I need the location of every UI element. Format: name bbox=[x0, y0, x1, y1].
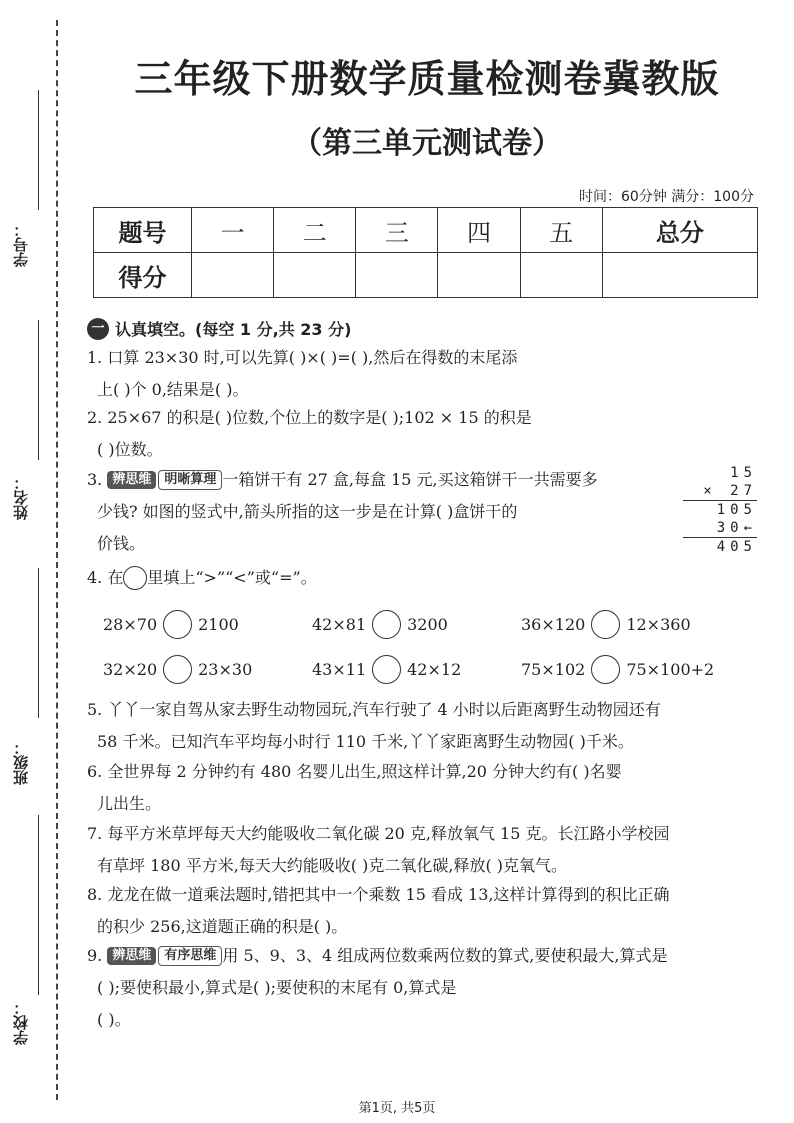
calc-row-arrow bbox=[683, 519, 757, 538]
question-line: 8. 龙龙在做一道乘法题时,错把其中一个乘数 15 看成 13,这样计算得到的积比正确 bbox=[87, 885, 670, 904]
compare-left: 36×120 bbox=[521, 615, 586, 634]
question-text: 一箱饼干有 27 盒,每盒 15 元,买这箱饼干一共需要多 bbox=[222, 470, 598, 489]
question-7 bbox=[87, 818, 757, 882]
skill-tag: 有序思维 bbox=[158, 946, 222, 966]
question-line: 2. 25×67 的积是( )位数,个位上的数字是( );102 × 15 的积是 bbox=[87, 408, 532, 427]
score-cell[interactable] bbox=[356, 253, 438, 298]
question-2 bbox=[87, 402, 757, 466]
compare-item bbox=[103, 610, 239, 639]
score-header-cell: 五 bbox=[520, 208, 602, 253]
question-3 bbox=[87, 464, 682, 560]
question-text: 4. 在 bbox=[87, 568, 124, 587]
question-line: 儿出生。 bbox=[97, 794, 162, 813]
compare-left: 32×20 bbox=[103, 660, 158, 679]
thinking-tag: 辨思维 bbox=[107, 947, 156, 965]
question-line: 上( )个 0,结果是( )。 bbox=[97, 380, 249, 399]
school-line bbox=[38, 815, 39, 995]
question-line: 少钱? 如图的竖式中,箭头所指的这一步是在计算( )盒饼干的 bbox=[97, 502, 518, 521]
compare-left: 75×102 bbox=[521, 660, 586, 679]
question-line: 有草坪 180 平方米,每天大约能吸收( )克二氧化碳,释放( )克氧气。 bbox=[97, 856, 568, 875]
question-number: 9. bbox=[87, 946, 103, 965]
thinking-tag: 辨思维 bbox=[107, 471, 156, 489]
question-line: ( )。 bbox=[97, 1010, 131, 1029]
score-row-label: 得分 bbox=[94, 253, 192, 298]
question-line: 1. 口算 23×30 时,可以先算( )×( )=( ),然后在得数的末尾添 bbox=[87, 348, 518, 367]
exam-info: 时间：60分钟 满分：100分 bbox=[579, 189, 754, 205]
calc-row: 15 bbox=[730, 465, 757, 481]
compare-right: 75×100+2 bbox=[626, 660, 715, 679]
question-text: 里填上“>”“<”或“=”。 bbox=[147, 568, 317, 587]
question-4 bbox=[87, 562, 757, 594]
question-6 bbox=[87, 756, 757, 820]
section-title: 认真填空。(每空 1 分,共 23 分) bbox=[115, 320, 352, 339]
answer-circle[interactable] bbox=[163, 655, 192, 684]
page-footer: 第1页, 共5页 bbox=[358, 1101, 436, 1116]
calc-row: 405 bbox=[716, 539, 757, 555]
score-table-header-row bbox=[94, 208, 758, 253]
score-cell[interactable] bbox=[274, 253, 356, 298]
compare-right: 23×30 bbox=[198, 660, 253, 679]
answer-circle[interactable] bbox=[163, 610, 192, 639]
score-table-score-row bbox=[94, 253, 758, 298]
class-label: 班级： bbox=[12, 740, 30, 785]
question-line: 价钱。 bbox=[97, 534, 146, 553]
page-subtitle: （第三单元测试卷） bbox=[292, 126, 562, 161]
question-line: ( )位数。 bbox=[97, 440, 163, 459]
question-text: 用 5、9、3、4 组成两位数乘两位数的算式,要使积最大,算式是 bbox=[222, 946, 668, 965]
compare-right: 12×360 bbox=[626, 615, 691, 634]
question-line: 6. 全世界每 2 分钟约有 480 名婴儿出生,照这样计算,20 分钟大约有( )名婴 bbox=[87, 762, 622, 781]
question-line: 7. 每平方米草坪每天大约能吸收二氧化碳 20 克,释放氧气 15 克。长江路小学校园 bbox=[87, 824, 670, 843]
compare-right: 2100 bbox=[198, 615, 239, 634]
question-9 bbox=[87, 940, 757, 1036]
compare-item bbox=[521, 655, 714, 684]
circle-icon bbox=[123, 566, 147, 590]
compare-left: 43×11 bbox=[312, 660, 367, 679]
school-label: 学校： bbox=[12, 1000, 30, 1045]
score-cell[interactable] bbox=[192, 253, 274, 298]
answer-circle[interactable] bbox=[372, 655, 401, 684]
score-cell[interactable] bbox=[520, 253, 602, 298]
score-header-cell: 四 bbox=[438, 208, 520, 253]
compare-item bbox=[521, 610, 691, 639]
compare-item bbox=[103, 655, 252, 684]
arrow-icon: ← bbox=[743, 520, 757, 536]
question-line: 3. 辨思维 明晰算理 一箱饼干有 27 盒,每盒 15 元,买这箱饼干一共需要多 bbox=[87, 470, 598, 489]
score-header-cell: 一 bbox=[192, 208, 274, 253]
compare-right: 42×12 bbox=[407, 660, 462, 679]
question-line: 5. 丫丫一家自驾从家去野生动物园玩,汽车行驶了 4 小时以后距离野生动物园还有 bbox=[87, 700, 661, 719]
score-header-cell: 题号 bbox=[94, 208, 192, 253]
vertical-calculation bbox=[683, 464, 757, 556]
question-5 bbox=[87, 694, 757, 758]
page-title: 三年级下册数学质量检测卷冀教版 bbox=[134, 57, 720, 101]
binding-line bbox=[56, 20, 58, 1100]
answer-circle[interactable] bbox=[372, 610, 401, 639]
question-line: 58 千米。已知汽车平均每小时行 110 千米,丫丫家距离野生动物园( )千米。 bbox=[97, 732, 634, 751]
section-heading bbox=[87, 317, 351, 340]
name-label: 姓名： bbox=[12, 475, 30, 520]
question-8 bbox=[87, 879, 757, 943]
class-line bbox=[38, 568, 39, 718]
compare-item bbox=[312, 655, 461, 684]
skill-tag: 明晰算理 bbox=[158, 470, 222, 490]
question-line: ( );要使积最小,算式是( );要使积的末尾有 0,算式是 bbox=[97, 978, 457, 997]
answer-circle[interactable] bbox=[591, 655, 620, 684]
calc-row: × 27 bbox=[683, 482, 757, 501]
score-cell[interactable] bbox=[602, 253, 757, 298]
compare-right: 3200 bbox=[407, 615, 448, 634]
question-line bbox=[87, 940, 757, 972]
score-header-cell: 二 bbox=[274, 208, 356, 253]
compare-left: 28×70 bbox=[103, 615, 158, 634]
score-header-cell: 三 bbox=[356, 208, 438, 253]
compare-item bbox=[312, 610, 448, 639]
answer-circle[interactable] bbox=[591, 610, 620, 639]
student-no-label: 学号： bbox=[12, 222, 30, 267]
compare-left: 42×81 bbox=[312, 615, 367, 634]
question-line: 的积少 256,这道题正确的积是( )。 bbox=[97, 917, 348, 936]
score-table bbox=[93, 207, 758, 298]
name-line bbox=[38, 320, 39, 460]
section-number-badge: 一 bbox=[87, 318, 109, 340]
score-cell[interactable] bbox=[438, 253, 520, 298]
question-1 bbox=[87, 342, 757, 406]
student-no-line bbox=[38, 90, 39, 210]
score-header-cell: 总分 bbox=[602, 208, 757, 253]
calc-row: 105 bbox=[716, 502, 757, 518]
calc-partial: 30 bbox=[716, 520, 744, 536]
